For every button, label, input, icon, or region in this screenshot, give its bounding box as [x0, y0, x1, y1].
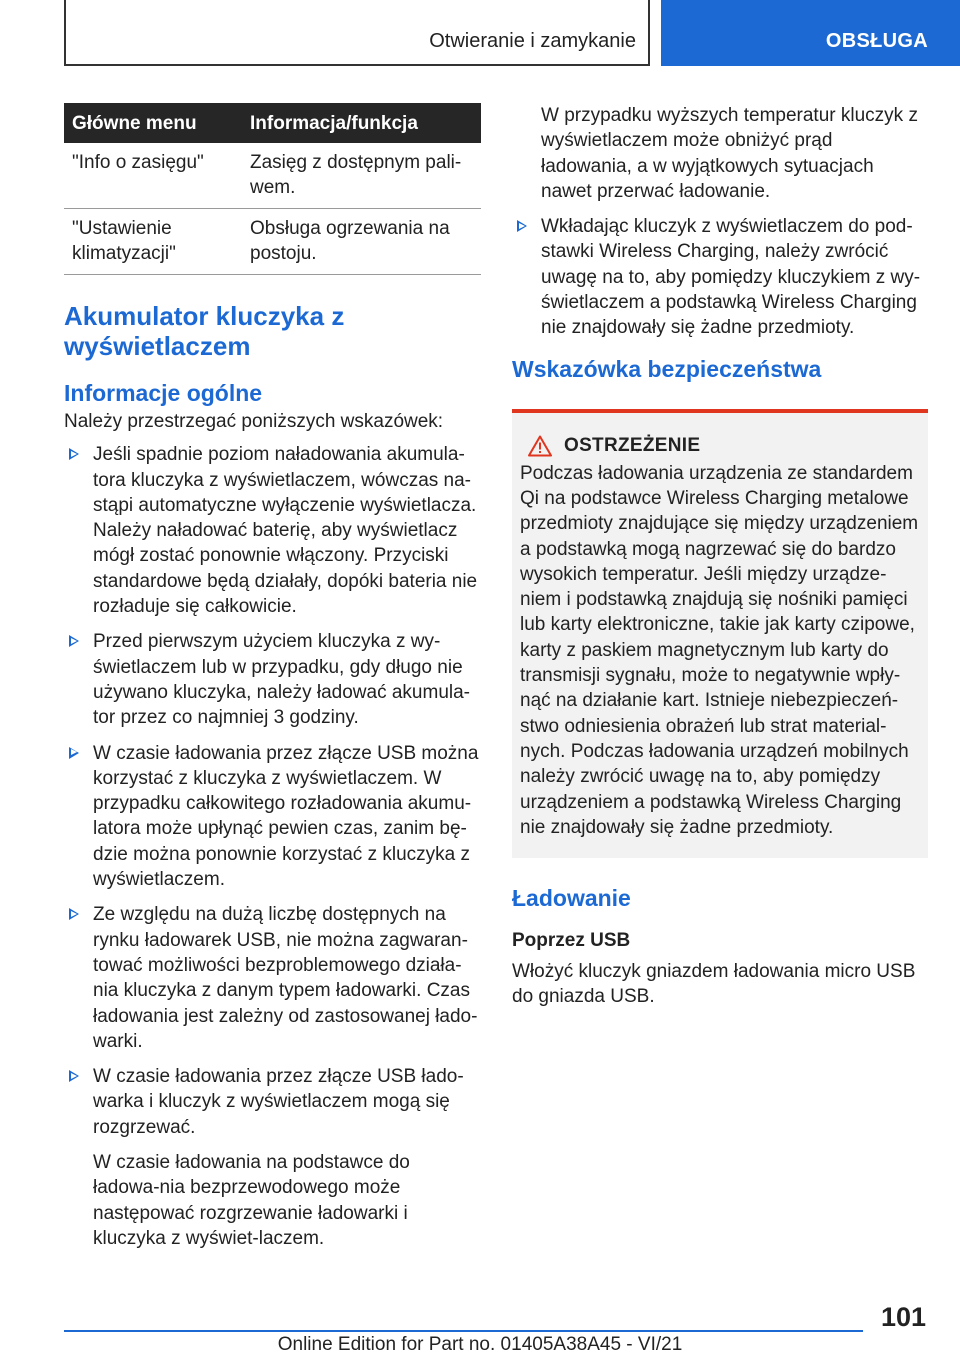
notes-list: [64, 442, 481, 1251]
footer-rule: [64, 1330, 863, 1332]
right-column: [512, 103, 928, 1010]
section-title: Otwieranie i zamykanie: [429, 30, 636, 52]
bullet-triangle-icon: [69, 635, 79, 647]
intro-text: Należy przestrzegać poniższych wskazówek:: [64, 411, 444, 432]
table-row: [64, 143, 481, 209]
list-item: Jeśli spadnie poziom naładowania akumula‐tora kluczyka z wyświetlaczem, wówczas na‐stąpi automatyczne wyłączenie wyświetlacza. Należy naładować baterię, aby wyświetlacz mógł zostać ponownie włączony. Przyciski standardowe będą działały, dopóki bateria nie rozładuje się całkowicie.: [64, 442, 481, 619]
menu-table: [64, 103, 481, 275]
list-item: Ze względu na dużą liczbę dostępnych na rynku ładowarek USB, nie można zagwaran‐tować możliwości bezproblemowego działa‐nia kluczyka z danym typem ładowarki. Czas ładowania jest zależny od zastosowanej łado‐warki.: [64, 902, 481, 1054]
list-item: Wkładając kluczyk z wyświetlaczem do pod‐stawki Wireless Charging, należy zwrócić uwagę na to, aby pomiędzy kluczykiem z wy‐świetlaczem a podstawką Wireless Charging nie znajdowały się żadne przedmioty.: [512, 214, 928, 340]
table-header-cell: Główne menu: [64, 103, 242, 143]
table-header-cell: Informacja/funkcja: [242, 103, 481, 143]
table-cell: "Ustawienie klimatyzacji": [72, 218, 176, 264]
table-cell: Zasięg z dostępnym pali‐wem.: [250, 152, 462, 198]
list-item: W czasie ładowania przez złącze USB można korzystać z kluczyka z wyświetlaczem. W przypadku całkowitego rozładowania akumu‐latora może upłynąć pewien czas, zanim bę‐dzie można ponownie korzystać z kluczyka z wyświetlaczem.: [64, 741, 481, 893]
table-row: [64, 209, 481, 275]
safety-heading: Wskazówka bezpieczeństwa: [512, 355, 822, 382]
table-cell: "Info o zasięgu": [72, 152, 204, 173]
bullet-triangle-icon: [69, 908, 79, 920]
list-item: W czasie ładowania przez złącze USB łado‐warka i kluczyk z wyświetlaczem mogą się rozgrzewać. W czasie ładowania na podstawce do ładowa‐nia bezprzewodowego może następować rozgrzewanie ładowarki i kluczyka z wyświet‐laczem.: [64, 1064, 481, 1251]
bullet-triangle-icon: [69, 747, 79, 759]
charging-heading: Ładowanie: [512, 885, 631, 912]
chapter-label: OBSŁUGA: [825, 30, 928, 52]
bullet-triangle-icon: [69, 448, 79, 460]
notes-list-continued: [512, 214, 928, 340]
table-header-row: [64, 103, 481, 143]
chapter-tab[interactable]: [661, 0, 960, 66]
subsection-heading: Informacje ogólne: [64, 380, 263, 406]
page-number: 101: [880, 1302, 926, 1332]
bullet-triangle-icon: [69, 1070, 79, 1082]
footer-edition-text: Online Edition for Part no. 01405A38A45 - VI/21: [277, 1334, 683, 1355]
section-heading: Akumulator kluczyka z wyświetlaczem: [64, 301, 345, 361]
warning-triangle-icon: [528, 435, 552, 457]
list-item-continuation: W przypadku wyższych temperatur kluczyk z wyświetlaczem może obniżyć prąd ładowania, a w wyjątkowych sytuacjach nawet przerwać ładowanie.: [541, 105, 918, 202]
footer-edition: [0, 1334, 960, 1356]
warning-text: Podczas ładowania urządzenia ze standardem Qi na podstawce Wireless Charging metalowe przedmioty znajdujące się między urządzeniem a podstawką mogą nagrzewać się do bardzo wysokich temperatur. Jeśli między urządze‐niem i podstawką znajdują się nośniki pamięci lub karty elektroniczne, takie jak karty czipowe, karty z paskiem magnetycznym lub karty do transmisji sygnału, może to negatywnie wpły‐nąć na działanie kart. Istnieje niebezpieczeń‐stwo odniesienia obrażeń lub strat material‐nych. Podczas ładowania urządzeń mobilnych należy zwrócić uwagę na to, aby pomiędzy urządzeniem a podstawką Wireless Charging nie znajdowały się żadne przedmioty.: [520, 462, 919, 838]
left-column: [64, 103, 481, 1261]
bullet-triangle-icon: [517, 220, 527, 232]
warning-title: OSTRZEŻENIE: [564, 434, 701, 456]
warning-header: [520, 435, 920, 457]
list-item: Przed pierwszym użyciem kluczyka z wy‐świetlaczem lub w przypadku, gdy długo nie używano kluczyka, należy ładować akumula‐tor przez co najmniej 3 godziny.: [64, 629, 481, 730]
warning-box: [512, 409, 928, 858]
table-cell: Obsługa ogrzewania na postoju.: [250, 218, 450, 264]
charging-subheading: Poprzez USB: [512, 930, 631, 952]
list-item-continuation: W czasie ładowania na podstawce do ładowa‐nia bezprzewodowego może następować rozgrzewanie ładowarki i kluczyka z wyświet‐laczem.: [93, 1152, 410, 1249]
header-frame: [64, 0, 650, 66]
charging-text: Włożyć kluczyk gniazdem ładowania micro USB do gniazda USB.: [512, 961, 916, 1008]
